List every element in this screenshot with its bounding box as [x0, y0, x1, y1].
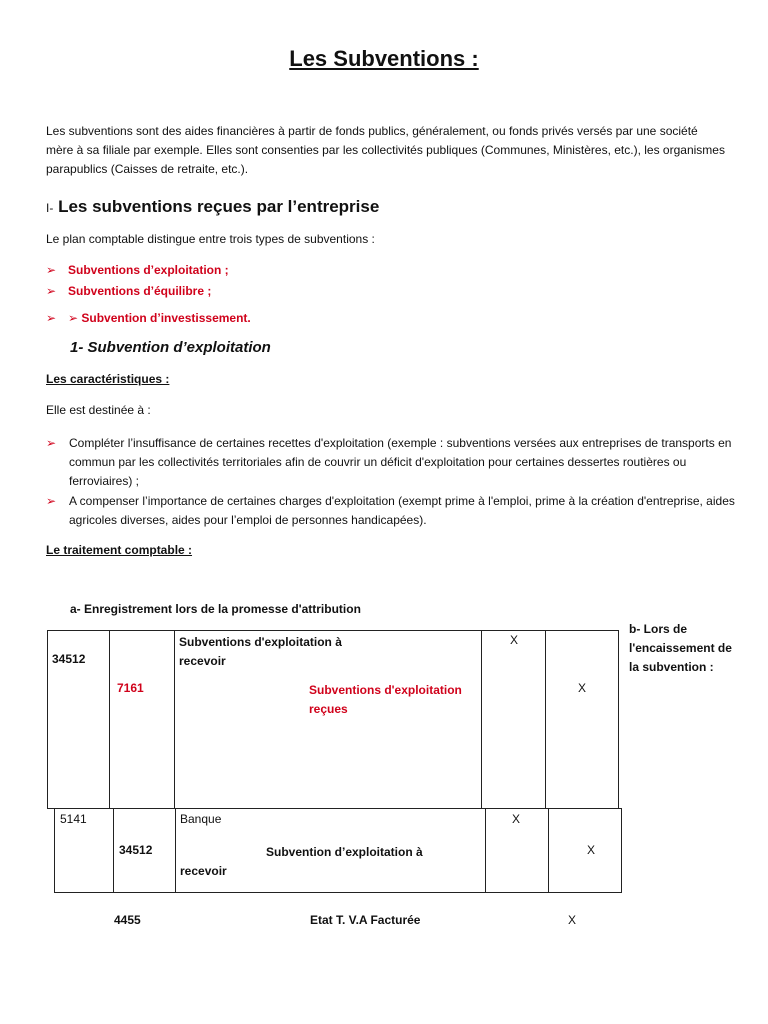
debit-mark: X — [510, 633, 519, 647]
debit-amount-cell — [482, 631, 546, 809]
debit-label: Subventions d'exploitation à recevoir — [179, 635, 342, 668]
purpose-text: Compléter l’insuffisance de certaines recettes d'exploitation (exemple : subventions versées aux entreprises de transports en commun par les collectivités territoriales afin de couvrir un déficit d'exploitation pour certaines dessertes routières ou ferroviaires) ; — [69, 436, 732, 488]
section-number: I- — [46, 201, 54, 215]
type-label: Subventions d’exploitation ; — [68, 263, 229, 277]
arrow-bullet-icon: ➢ — [46, 284, 57, 298]
debit-account-cell — [55, 809, 114, 893]
credit-account: 34512 — [119, 843, 153, 857]
journal-entry-b — [54, 808, 622, 893]
arrow-bullet-icon: ➢ — [46, 263, 57, 277]
purpose-item — [46, 492, 736, 530]
label-cell — [176, 809, 486, 893]
types-lead: Le plan comptable distingue entre trois types de subventions : — [46, 232, 375, 246]
subsection-title: 1- Subvention d’exploitation — [70, 339, 271, 356]
section-heading-1 — [46, 197, 379, 217]
credit-label: Subventions d'exploitation reçues — [309, 683, 462, 716]
arrow-bullet-icon: ➢ — [46, 494, 57, 508]
type-item — [46, 263, 229, 277]
purpose-item — [46, 434, 736, 491]
section-title: Les subventions reçues par l’entreprise — [58, 197, 380, 216]
debit-label: Banque — [180, 812, 222, 826]
type-label: ➢ Subvention d’investissement. — [68, 311, 251, 325]
journal-entry-a — [47, 630, 619, 809]
treatment-heading: Le traitement comptable : — [46, 543, 193, 557]
extra-account: 4455 — [114, 913, 141, 927]
label-cell — [175, 631, 482, 809]
page-title: Les Subventions : — [289, 46, 479, 71]
intro-paragraph: Les subventions sont des aides financières à partir de fonds publics, généralement, ou fonds privés versés par une société mère à sa filiale par exemple. Elles sont consenties par les collectivités publiques (Communes, Ministères, etc.), les organismes parapublics (Caisses de retraite, etc.). — [46, 124, 725, 176]
credit-mark: X — [578, 681, 587, 695]
arrow-bullet-icon: ➢ — [46, 436, 57, 450]
credit-account: 7161 — [117, 681, 144, 695]
extra-label: Etat T. V.A Facturée — [310, 913, 421, 927]
credit-account-cell — [110, 631, 175, 809]
purpose-text: A compenser l’importance de certaines charges d'exploitation (exempt prime à l'emploi, prime à la création d'entreprise, aides agricoles diverses, aides pour l’emploi de personnes handicapées). — [69, 494, 735, 527]
debit-account-cell — [48, 631, 110, 809]
credit-account-cell — [114, 809, 176, 893]
debit-account: 5141 — [60, 812, 87, 826]
extra-mark: X — [568, 913, 577, 927]
characteristics-heading: Les caractéristiques : — [46, 372, 170, 386]
credit-mark: X — [587, 843, 596, 857]
type-item — [46, 284, 211, 298]
debit-mark: X — [512, 812, 521, 826]
debit-amount-cell — [486, 809, 549, 893]
step-a-heading: a- Enregistrement lors de la promesse d'attribution — [70, 602, 361, 616]
type-item — [46, 311, 251, 325]
debit-account: 34512 — [52, 652, 86, 666]
credit-label: Subvention d’exploitation à recevoir — [180, 845, 423, 878]
type-label: Subventions d’équilibre ; — [68, 284, 212, 298]
credit-amount-cell — [549, 809, 622, 893]
step-b-heading: b- Lors de l'encaissement de la subvention : — [629, 622, 732, 674]
credit-amount-cell — [546, 631, 619, 809]
arrow-bullet-icon: ➢ — [46, 311, 57, 325]
purpose-lead: Elle est destinée à : — [46, 403, 151, 417]
